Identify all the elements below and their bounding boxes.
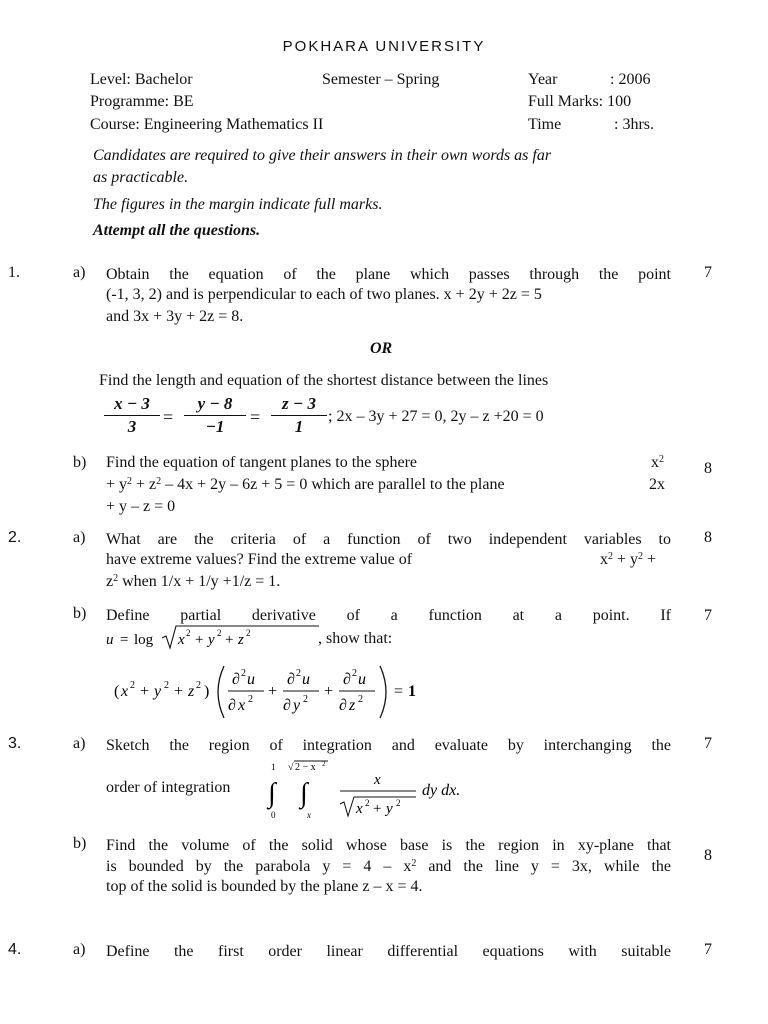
svg-text:u: u (247, 671, 255, 688)
svg-text:2: 2 (196, 680, 201, 691)
svg-text:y: y (386, 801, 393, 817)
q3b-line-2: is bounded by the parabola $y = 4 - x^2$ and the line y = 3x, while the (106, 858, 671, 875)
q2a-line-1: What are the criteria of a function of two independent variables to (106, 531, 671, 548)
q1-alt-fraction-1-denominator: 3 (127, 417, 137, 436)
q3a-double-integral (264, 756, 504, 822)
svg-text:x: x (307, 810, 311, 820)
q4a-line-1: Define the first order linear differential equations with suitable (106, 943, 671, 960)
svg-text:+: + (268, 683, 278, 700)
svg-text:z: z (349, 697, 356, 714)
time-value: : 3hrs. (614, 116, 654, 133)
svg-text:2: 2 (358, 694, 363, 705)
q2a-x-var: x (600, 551, 608, 568)
programme-text: Programme: BE (90, 93, 194, 110)
question-number-1: 1. (8, 264, 20, 281)
svg-text:∫: ∫ (268, 778, 276, 809)
q4a-marks: 7 (704, 941, 712, 958)
svg-text:2: 2 (241, 668, 246, 679)
q1b-line-2: + $y^2 + z^2 - 4x + 2y - 6z + 5 = 0$ which are parallel to the plane (106, 476, 505, 493)
equals-sign-2: = (250, 407, 261, 427)
q3b-line-3: top of the solid is bounded by the plane z – x = 4. (106, 878, 423, 895)
svg-text:∂: ∂ (232, 671, 240, 688)
q1-alt-line-1: Find the length and equation of the shortest distance between the lines (99, 372, 549, 389)
time-label: Time (528, 116, 562, 133)
svg-text:2: 2 (164, 680, 169, 691)
q2a-z-var: z (106, 573, 114, 590)
svg-text:∫: ∫ (300, 778, 308, 809)
svg-text:x: x (374, 772, 381, 788)
q1b-line-2-end: 2x (649, 476, 665, 493)
svg-text:∂: ∂ (283, 697, 291, 714)
instruction-line-1: Candidates are required to give their answers in their own words as far (93, 147, 552, 164)
q1-alt-fraction-2-numerator: y − 8 (197, 394, 233, 413)
q4a-label: a) (73, 941, 86, 958)
svg-text:y: y (208, 632, 215, 648)
svg-text:∂: ∂ (287, 671, 295, 688)
svg-text:x: x (121, 683, 129, 700)
full-marks-text: Full Marks: 100 (528, 93, 632, 110)
svg-text:u: u (358, 671, 366, 688)
q1b-line-2-b: + z (132, 476, 157, 493)
q1b-line-3: + y – z = 0 (106, 498, 176, 515)
q2a-line-3: $z^2$ when 1/x + 1/y +1/z = 1. (106, 573, 281, 590)
svg-text:y: y (154, 683, 162, 700)
svg-text:2: 2 (322, 760, 326, 768)
q1b-line-1-end: $x^2$ (651, 454, 664, 471)
q2a-line-3-rest: when 1/x + 1/y +1/z = 1. (118, 573, 281, 590)
svg-text:2 − x: 2 − x (295, 762, 316, 773)
q1a-line-1: Obtain the equation of the plane which passes through the point (106, 266, 671, 283)
svg-text:u: u (302, 671, 310, 688)
q2b-label: b) (73, 605, 87, 622)
svg-text:z: z (238, 632, 244, 648)
svg-text:√: √ (288, 762, 294, 773)
q2b-u-log-formula (104, 622, 324, 652)
svg-text:2: 2 (248, 694, 253, 705)
svg-text:(: ( (114, 683, 120, 700)
q2a-y-var: + y (613, 551, 639, 568)
svg-text:+: + (373, 801, 382, 817)
q1-alt-fraction-3-numerator: z − 3 (282, 394, 316, 413)
svg-text:∂: ∂ (339, 697, 347, 714)
question-number-4: 4. (8, 941, 22, 958)
q1-alt-fraction-3 (271, 394, 327, 437)
svg-text:∂: ∂ (343, 671, 351, 688)
instruction-line-2: as practicable. (93, 169, 189, 186)
svg-text:2: 2 (246, 628, 251, 638)
svg-text:log: log (134, 632, 154, 648)
q2a-line-2-end: $x^2 + y^2$ + (600, 551, 657, 568)
instruction-line-3: The figures in the margin indicate full marks. (93, 196, 383, 213)
q3a-line-1: Sketch the region of integration and evaluate by interchanging the (106, 737, 671, 754)
svg-text:dy dx.: dy dx. (422, 782, 461, 799)
question-number-3: 3. (8, 735, 22, 752)
svg-text:2: 2 (303, 694, 308, 705)
svg-text:2: 2 (352, 668, 357, 679)
q1-alt-equation-rest: ; 2x – 3y + 27 = 0, 2y – z +20 = 0 (328, 408, 544, 425)
svg-text:=: = (120, 632, 129, 648)
svg-text:0: 0 (271, 810, 276, 820)
q3b-line-2-b: and the line y = 3x, while the (416, 858, 671, 875)
svg-text:+: + (195, 632, 204, 648)
q1a-line-3: and 3x + 3y + 2z = 8. (106, 308, 244, 325)
q1b-x-var: x (651, 454, 659, 471)
q2b-line-2-rest: , show that: (318, 630, 393, 647)
course-text: Course: Engineering Mathematics II (90, 116, 324, 133)
q1b-marks: 8 (704, 460, 712, 477)
svg-text:2: 2 (217, 628, 222, 638)
svg-text:2: 2 (296, 668, 301, 679)
svg-text:x: x (238, 697, 246, 714)
university-title: POKHARA UNIVERSITY (282, 38, 486, 55)
q1b-line-2-c: – 4x + 2y – 6z + 5 = 0 which are parallel to the plane (161, 476, 505, 493)
svg-text:∂: ∂ (228, 697, 236, 714)
q2a-marks: 8 (704, 529, 712, 546)
svg-text:1: 1 (408, 683, 416, 700)
svg-text:+: + (225, 632, 234, 648)
svg-text:z: z (188, 683, 195, 700)
svg-text:2: 2 (130, 680, 135, 691)
svg-text:1: 1 (271, 762, 276, 772)
q1b-label: b) (73, 454, 87, 471)
q3a-line-2: order of integration (106, 779, 231, 796)
attempt-all-text: Attempt all the questions. (93, 222, 261, 239)
q1-alt-fraction-2 (184, 394, 246, 437)
svg-text:2: 2 (396, 798, 401, 808)
q1a-line-2: (-1, 3, 2) and is perpendicular to each of two planes. x + 2y + 2z = 5 (106, 286, 542, 303)
svg-text:2: 2 (365, 798, 370, 808)
q1-alt-fraction-1 (104, 394, 160, 437)
q1b-line-1: Find the equation of tangent planes to the sphere (106, 454, 418, 471)
svg-text:2: 2 (186, 628, 191, 638)
q2b-marks: 7 (704, 607, 712, 624)
svg-text:): ) (204, 683, 210, 700)
q2b-line-1: Define partial derivative of a function at a point. If (106, 607, 671, 624)
q1b-line-2-a: + y (106, 476, 128, 493)
year-value: : 2006 (610, 71, 651, 88)
q2a-label: a) (73, 529, 86, 546)
q1-alt-fraction-3-denominator: 1 (294, 417, 304, 436)
svg-text:x: x (178, 632, 185, 648)
q2a-line-2: have extreme values? Find the extreme value of (106, 551, 413, 568)
q2a-plus: + (643, 551, 657, 568)
or-separator: OR (370, 340, 393, 357)
svg-text:+: + (324, 683, 334, 700)
q3a-label: a) (73, 735, 86, 752)
q1a-label: a) (73, 264, 86, 281)
q3b-line-1: Find the volume of the solid whose base is the region in xy-plane that (106, 837, 671, 854)
q3a-marks: 7 (704, 735, 712, 752)
svg-text:u: u (106, 632, 114, 648)
q1-alt-fraction-2-denominator: −1 (205, 417, 225, 436)
year-label: Year (528, 71, 558, 88)
svg-text:y: y (293, 697, 301, 714)
q3b-line-2-a: is bounded by the parabola y = 4 – x (106, 858, 412, 875)
svg-text:=: = (394, 683, 404, 700)
svg-text:+: + (174, 683, 184, 700)
equals-sign-1: = (163, 407, 174, 427)
svg-text:x: x (356, 801, 363, 817)
level-text: Level: Bachelor (90, 71, 193, 88)
semester-text: Semester – Spring (322, 71, 440, 88)
q2b-laplace-equation (112, 662, 482, 722)
q1a-marks: 7 (704, 264, 712, 281)
question-number-2: 2. (8, 529, 22, 546)
q3b-label: b) (73, 835, 87, 852)
q3b-marks: 8 (704, 847, 712, 864)
svg-text:+: + (140, 683, 150, 700)
q1-alt-fraction-1-numerator: x − 3 (114, 394, 150, 413)
